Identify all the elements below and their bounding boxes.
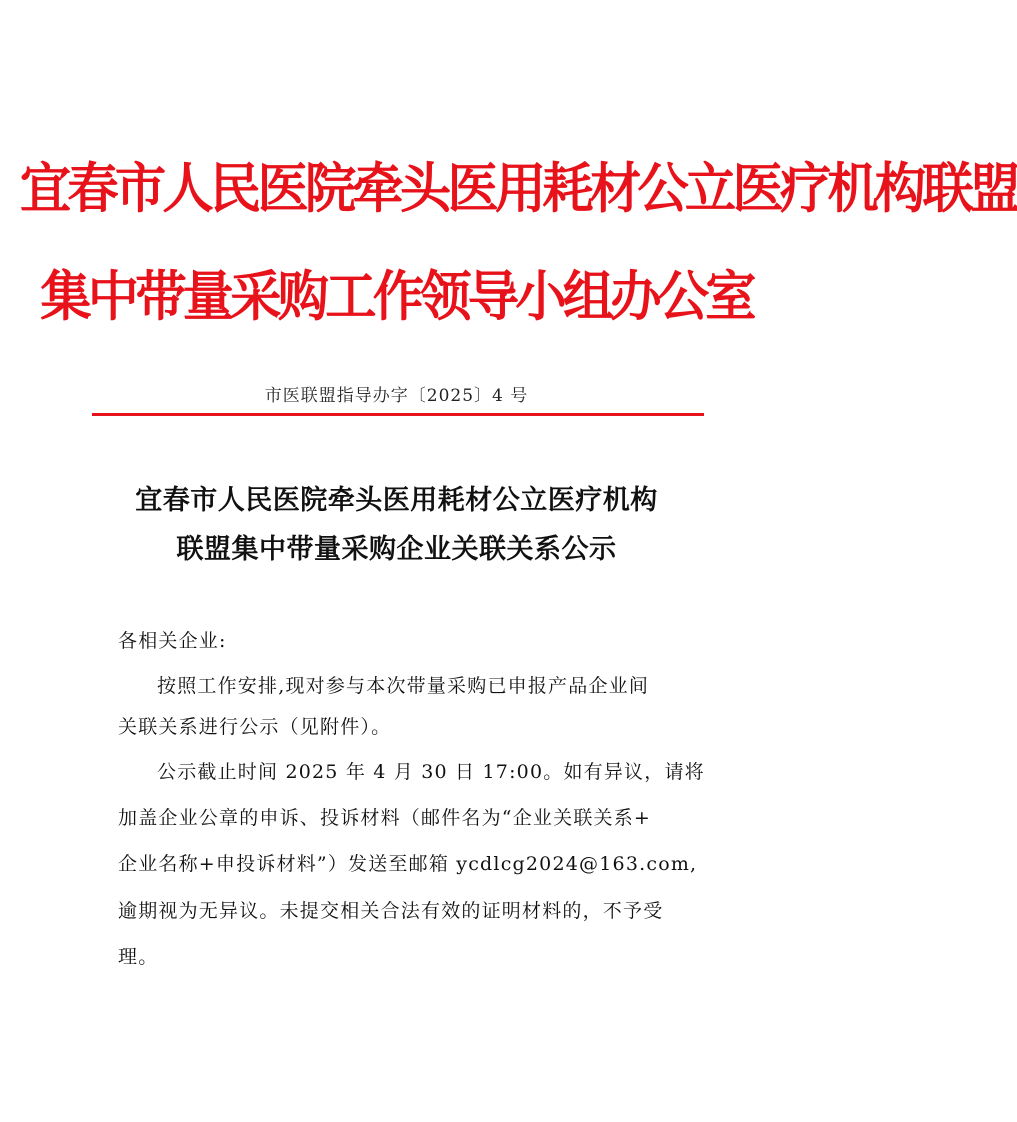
notice-title-line-2: 联盟集中带量采购企业关联关系公示 (176, 534, 617, 565)
document-number: 市医联盟指导办字〔2025〕4 号 (264, 386, 529, 406)
red-divider-line (92, 413, 704, 416)
paragraph-line: 理。 (118, 946, 159, 968)
salutation: 各相关企业: (118, 630, 227, 652)
paragraph-line: 公示截止时间 2025 年 4 月 30 日 17:00。如有异议，请将 (157, 761, 705, 783)
notice-title-line-1: 宜春市人民医院牵头医用耗材公立医疗机构 (135, 485, 658, 516)
header-title-line-1: 宜春市人民医院牵头医用耗材公立医疗机构联盟 (19, 157, 1017, 220)
paragraph-line: 关联关系进行公示（见附件）。 (118, 716, 392, 738)
header-title-line-2: 集中带量采购工作领导小组办公室 (40, 265, 753, 328)
paragraph-line: 加盖企业公章的申诉、投诉材料（邮件名为“企业关联关系+ (118, 807, 652, 829)
paragraph-line: 企业名称+申投诉材料”）发送至邮箱 ycdlcg2024@163.com, (118, 853, 698, 875)
paragraph-line: 逾期视为无异议。未提交相关合法有效的证明材料的，不予受 (118, 900, 664, 922)
paragraph-line: 按照工作安排,现对参与本次带量采购已申报产品企业间 (157, 675, 650, 697)
